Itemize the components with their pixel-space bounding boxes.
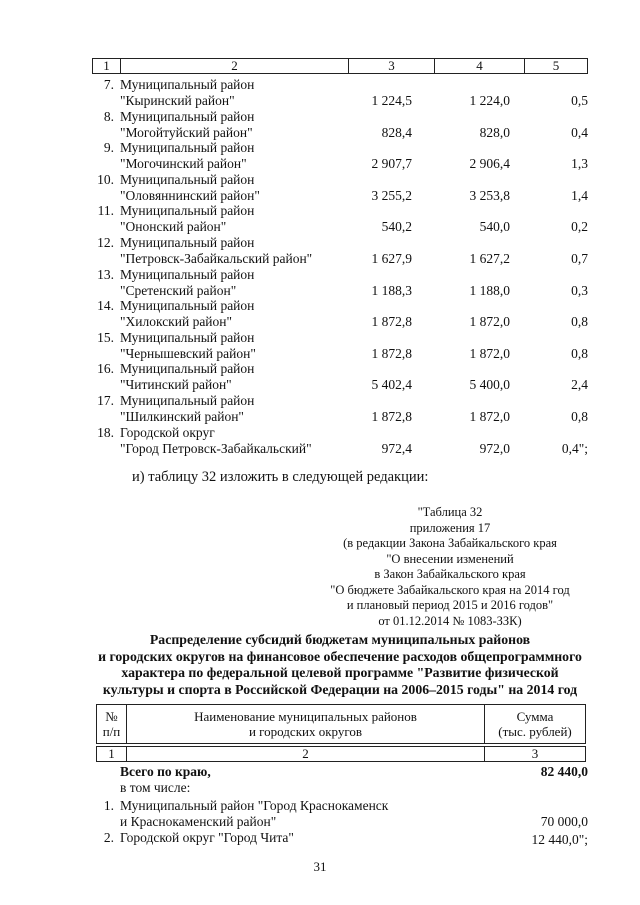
table1-row-number: 18.: [97, 424, 114, 440]
table1-row-col5: 1,3: [571, 156, 588, 172]
table1-row-col4: 1 224,0: [469, 93, 510, 108]
note-line: "Таблица 32: [417, 505, 483, 519]
title-line: Распределение субсидий бюджетам муниципальных районов: [149, 632, 531, 647]
table1-row: [0, 202, 640, 234]
note-line: "О внесении изменений: [386, 551, 514, 566]
table1-row-number: 14.: [97, 298, 114, 314]
table1-row-col4: 972,0: [479, 440, 510, 456]
table2-index-row: [96, 746, 586, 762]
table1-header-cell: 2: [121, 59, 349, 73]
table1-header-cell: 1: [93, 59, 121, 73]
table1-row-col5: 0,3: [571, 282, 588, 298]
table1-row-name-line1: Муниципальный район: [120, 266, 255, 282]
table1-row-col4: 1 872,0: [469, 314, 510, 330]
table1-row-name-line1: Муниципальный район: [120, 108, 255, 124]
table2-row-number: 2.: [103, 830, 114, 845]
including-label: в том числе:: [120, 780, 191, 795]
table1-row-col3: 3 255,2: [371, 187, 412, 203]
table1-row-name-line2: "Город Петровск-Забайкальский": [120, 440, 312, 456]
header-text: и городских округов: [248, 724, 363, 739]
table1-row-col3: 828,4: [381, 124, 412, 140]
table2-index-cell: 3: [531, 746, 539, 761]
table1-row-number: 10.: [97, 171, 114, 187]
table1-row-name-line2: "Чернышевский район": [120, 345, 256, 361]
table1-row-col5: 0,7: [571, 250, 588, 266]
table1-row-col4: 2 906,4: [469, 156, 510, 172]
table1-row: [0, 392, 640, 424]
table1-row-name-line2: "Сретенский район": [120, 282, 237, 298]
table1-row-col5: 0,2: [571, 219, 588, 235]
note-line: от 01.12.2014 № 1083-ЗЗК): [378, 613, 522, 628]
table1-row-col3: 540,2: [381, 219, 412, 235]
table1-row-name-line2: "Оловяннинский район": [120, 187, 260, 203]
table1-row: [0, 360, 640, 392]
header-text: (тыс. рублей): [498, 724, 572, 739]
table1-row-name-line1: Муниципальный район: [120, 329, 255, 345]
table1-row: [0, 329, 640, 361]
table1-row-name-line1: Муниципальный район: [120, 392, 255, 408]
note-line: "О бюджете Забайкальского края на 2014 год: [330, 582, 570, 597]
table1-header-row: [92, 58, 588, 74]
table1-header-cell: 3: [349, 59, 435, 73]
table2-row-name-line1: Городской округ "Город Чита": [120, 830, 294, 845]
header-text: Сумма: [516, 709, 554, 724]
table1-row-col5: 2,4: [571, 377, 588, 393]
table2-row-value: 70 000,0: [540, 814, 588, 829]
table1-row-number: 9.: [103, 140, 114, 156]
table1-row-number: 7.: [103, 77, 114, 92]
page-number: 31: [313, 859, 327, 874]
note-line: в Закон Забайкальского края: [374, 567, 526, 581]
table1-row-col4: 540,0: [479, 219, 510, 235]
table1-header-cell: 5: [552, 58, 560, 73]
table1-row-col5: 0,8: [571, 314, 588, 330]
total-value: 82 440,0: [540, 764, 588, 779]
table2-index-cell: 2: [127, 747, 485, 761]
table2-row-value: 12 440,0";: [531, 832, 588, 847]
table1-row-col5: 0,8: [571, 408, 588, 424]
header-text: Наименование муниципальных районов: [194, 709, 417, 724]
table1-row-number: 8.: [103, 108, 114, 124]
table1-row-name-line2: "Кыринский район": [120, 93, 235, 108]
table1-header-cell: 4: [435, 59, 525, 73]
table1-row-name-line2: "Хилокский район": [120, 314, 233, 330]
table1-row-number: 16.: [97, 361, 114, 377]
table2-index-cell: 1: [97, 747, 127, 761]
table1-row-col4: 5 400,0: [469, 377, 510, 393]
table1-row-col3: 1 627,9: [371, 250, 412, 266]
table1-row-name-line2: "Ононский район": [120, 219, 227, 235]
title-line: и городских округов на финансовое обеспечение расходов общепрограммного: [98, 648, 582, 664]
table1-row: [0, 171, 640, 203]
table1-row-number: 12.: [97, 234, 114, 250]
table1-row-name-line2: "Могочинский район": [120, 156, 247, 172]
table1-row-name-line1: Муниципальный район: [120, 77, 255, 92]
table2-row-name-line1: Муниципальный район "Город Краснокаменск: [120, 798, 389, 813]
table2-header-num: [97, 705, 127, 743]
note-line: приложения 17: [409, 520, 491, 535]
header-text: №: [105, 709, 118, 724]
table1-body: [0, 76, 640, 455]
table1-row: [0, 139, 640, 171]
table1-row-number: 11.: [97, 203, 114, 219]
table1-row-col5: 0,4: [571, 124, 588, 140]
table1-row-col3: 1 188,3: [371, 282, 412, 298]
table1-row: [0, 424, 640, 456]
table1-row-name-line1: Муниципальный район: [120, 234, 255, 250]
table-note: [300, 505, 600, 629]
instruction-text: и) таблицу 32 изложить в следующей редакции:: [132, 469, 429, 485]
table1-row-col4: 1 872,0: [469, 408, 510, 424]
title-line: культуры и спорта в Российской Федерации на 2006–2015 годы" на 2014 год: [102, 681, 578, 697]
table1-row-col4: 1 627,2: [469, 250, 510, 266]
table2-header-sum: [485, 705, 585, 743]
table2-row-name-line2: и Краснокаменский район": [120, 814, 277, 829]
table1-row-col3: 972,4: [381, 440, 412, 456]
table1-row-name-line1: Муниципальный район: [120, 140, 255, 156]
table1-row-col3: 1 872,8: [371, 408, 412, 424]
header-text: п/п: [102, 724, 121, 739]
table1-row: [0, 297, 640, 329]
table2-header: [96, 704, 586, 744]
table1-row-col3: 1 872,8: [371, 314, 412, 330]
table1-row-col5: 1,4: [571, 187, 588, 203]
table2-title: [80, 632, 600, 698]
table1-row-name-line1: Муниципальный район: [120, 203, 255, 219]
table1-row-name-line1: Муниципальный район: [120, 298, 255, 314]
table2-header-name: [127, 705, 485, 743]
table1-row: [0, 266, 640, 298]
table1-row-col3: 1 872,8: [371, 345, 412, 361]
table1-row-col4: 828,0: [479, 124, 510, 140]
table1-row-name-line2: "Могойтуйский район": [120, 124, 253, 140]
table1-row-col3: 5 402,4: [371, 377, 412, 393]
table1-row-name-line1: Муниципальный район: [120, 171, 255, 187]
total-label: Всего по краю,: [120, 764, 211, 779]
table1-row-col4: 1 872,0: [469, 345, 510, 361]
table1-row-name-line2: "Читинский район": [120, 377, 232, 393]
table1-row-number: 17.: [97, 392, 114, 408]
table1-row-col4: 3 253,8: [469, 187, 510, 203]
table1-row-col4: 1 188,0: [469, 282, 510, 298]
table1-row-col3: 2 907,7: [371, 156, 412, 172]
table1-row-number: 13.: [97, 266, 114, 282]
table1-row-col5: 0,5: [571, 93, 588, 108]
table1-row-name-line1: Муниципальный район: [120, 361, 255, 377]
table1-row: [0, 234, 640, 266]
table1-row-col5: 0,8: [571, 345, 588, 361]
table1-row: [0, 76, 640, 108]
table1-row-name-line1: Городской округ: [120, 424, 215, 440]
note-line: (в редакции Закона Забайкальского края: [343, 536, 557, 550]
table1-row-name-line2: "Шилкинский район": [120, 408, 244, 424]
table2-row-number: 1.: [103, 798, 114, 813]
table1-row-number: 15.: [97, 329, 114, 345]
title-line: характера по федеральной целевой программе "Развитие физической: [121, 665, 559, 680]
table1-row-name-line2: "Петровск-Забайкальский район": [120, 250, 313, 266]
table1-row: [0, 108, 640, 140]
table1-row-col5: 0,4";: [561, 440, 588, 456]
table1-row-col3: 1 224,5: [371, 93, 412, 108]
note-line: и плановый период 2015 и 2016 годов": [346, 598, 554, 612]
